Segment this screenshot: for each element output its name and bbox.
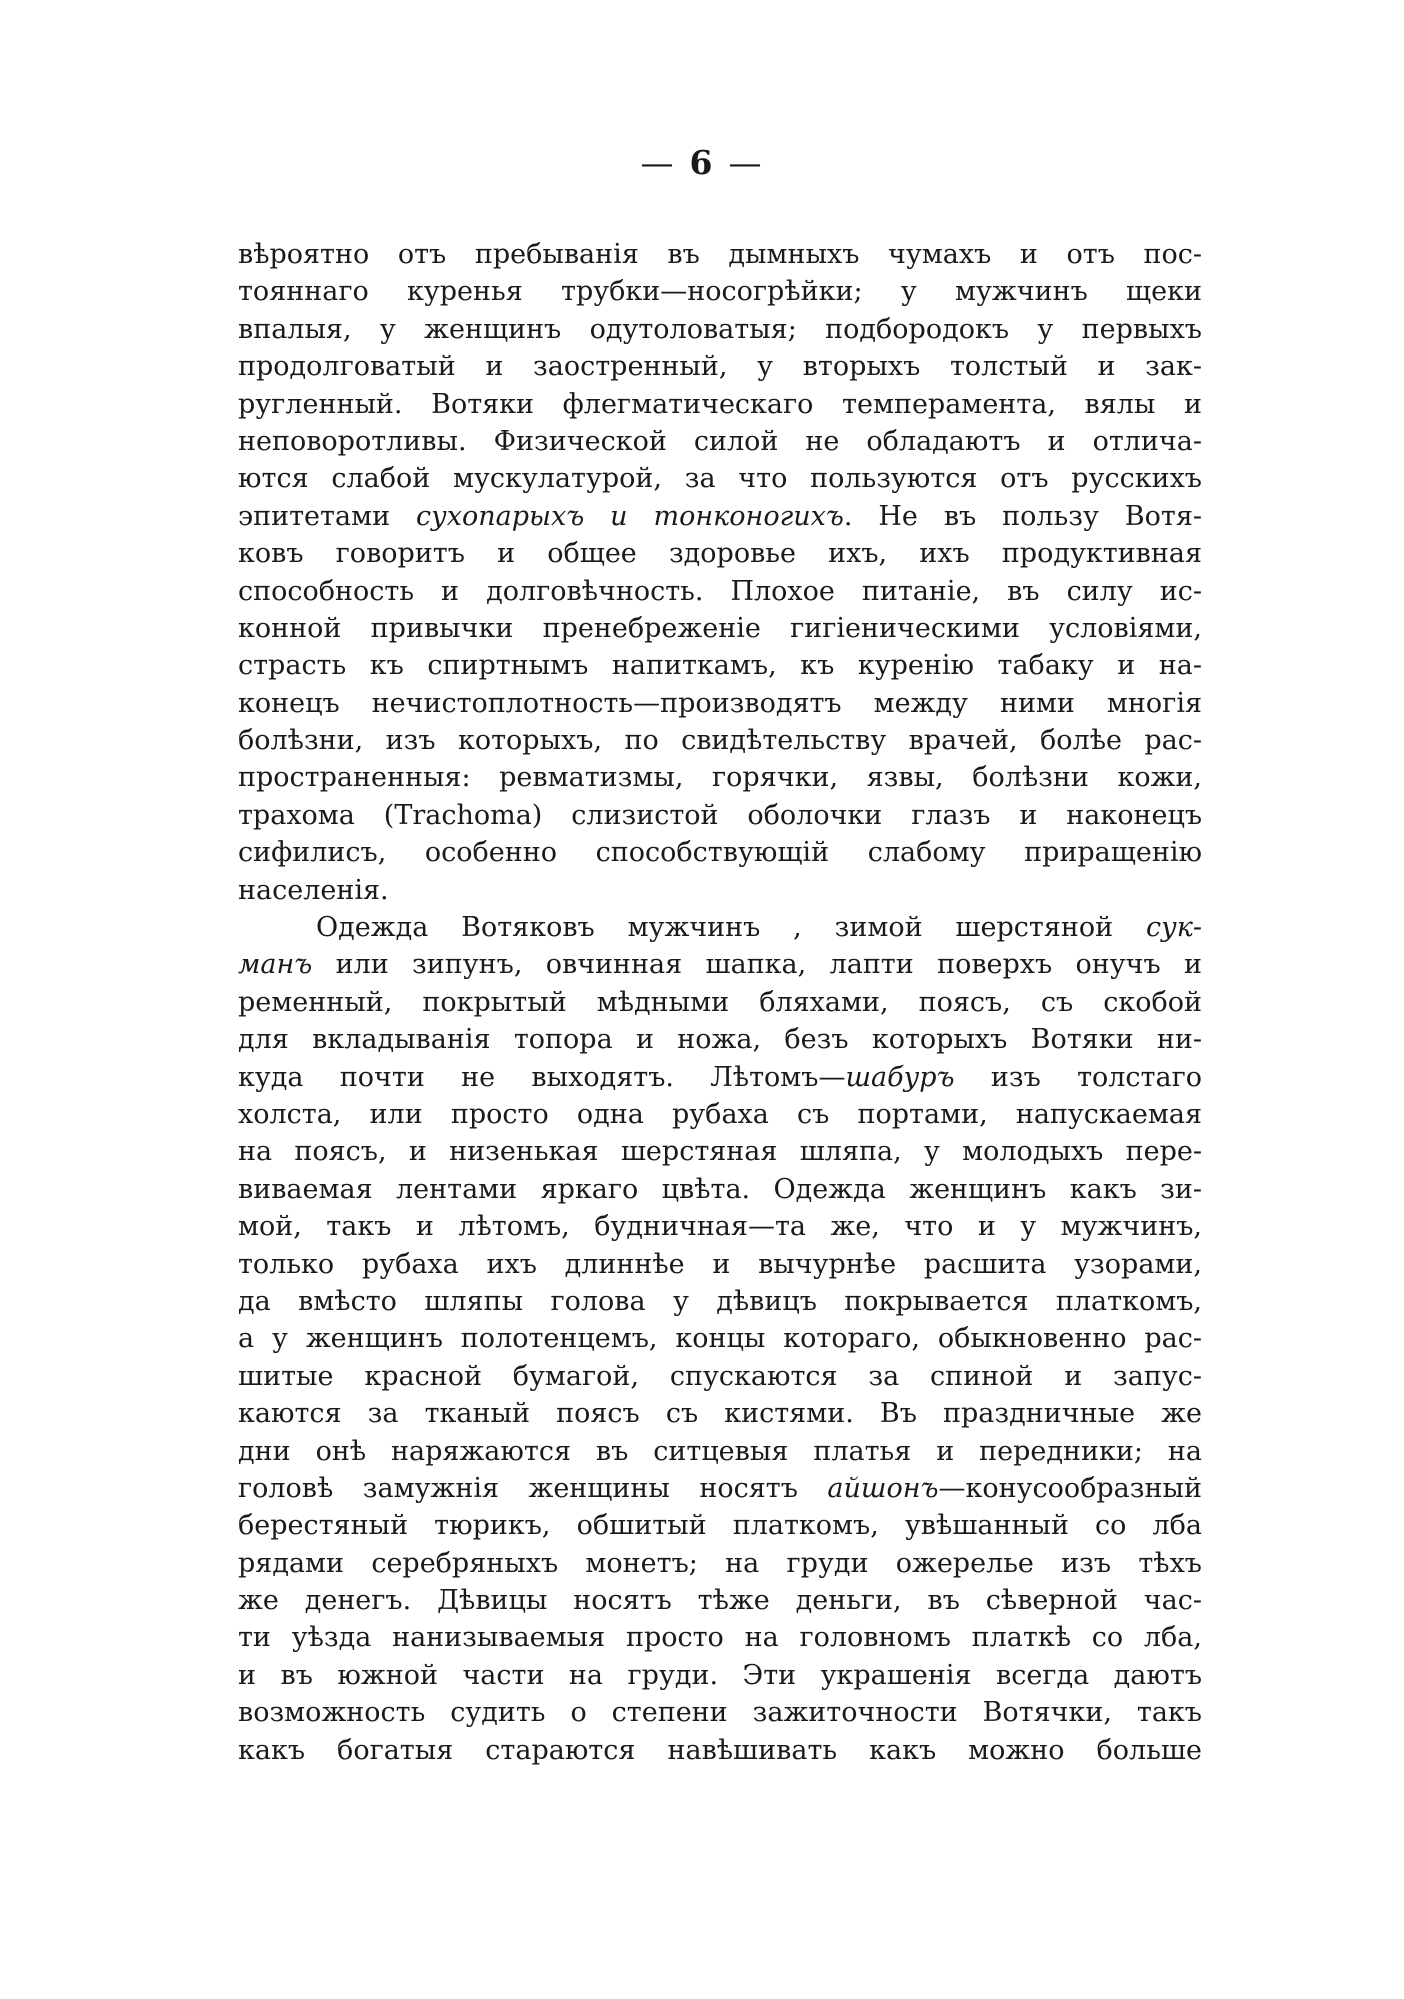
- italic-term: айшонъ: [827, 1472, 939, 1504]
- text-line: населенія.: [238, 874, 389, 906]
- page-number-value: 6: [689, 143, 715, 182]
- text-line: ти уѣзда нанизываемыя просто на головномъ платкѣ со лба,: [238, 1622, 1202, 1654]
- text-line: пространенныя: ревматизмы, горячки, язвы, болѣзни кожи,: [238, 762, 1202, 794]
- text-line: на поясъ, и низенькая шерстяная шляпа, у молодыхъ пере-: [238, 1136, 1202, 1168]
- text-line: возможность судить о степени зажиточности Вотячки, такъ: [238, 1697, 1202, 1729]
- text-line: а у женщинъ полотенцемъ, концы котораго, обыкновенно рас-: [238, 1323, 1202, 1355]
- italic-term: сухопарыхъ и тонконогихъ: [416, 500, 844, 532]
- text-line: холста, или просто одна рубаха съ портами, напускаемая: [238, 1098, 1202, 1130]
- text-line: ковъ говоритъ и общее здоровье ихъ, ихъ продуктивная: [238, 538, 1202, 570]
- text-line: вѣроятно отъ пребыванія въ дымныхъ чумахъ и отъ пос-: [238, 239, 1202, 270]
- text-line: ременный, покрытый мѣдными бляхами, поясъ, съ скобой: [238, 986, 1202, 1018]
- text-line: [238, 498, 1202, 535]
- text-line: способность и долговѣчность. Плохое питаніе, въ силу ис-: [238, 575, 1202, 607]
- text-line: рядами серебряныхъ монетъ; на груди ожерелье изъ тѣхъ: [238, 1547, 1202, 1579]
- text-line: мой, такъ и лѣтомъ, будничная—та же, что и у мужчинъ,: [238, 1211, 1202, 1243]
- text-line: тояннаго куренья трубки—носогрѣйки; у мужчинъ щеки: [238, 276, 1202, 308]
- text-line: неповоротливы. Физической силой не обладаютъ и отлича-: [238, 425, 1202, 457]
- text-line: берестяный тюрикъ, обшитый платкомъ, увѣшанный со лба: [238, 1510, 1202, 1542]
- text-line: только рубаха ихъ длиннѣе и вычурнѣе расшита узорами,: [238, 1248, 1202, 1280]
- text-line: и въ южной части на груди. Эти украшенія всегда даютъ: [238, 1659, 1202, 1691]
- text-line: болѣзни, изъ которыхъ, по свидѣтельству врачей, болѣе рас-: [238, 725, 1202, 757]
- text-line: трахома (Trachoma) слизистой оболочки глазъ и наконецъ: [238, 799, 1202, 831]
- text-line: сифилисъ, особенно способствующій слабому приращенію: [238, 837, 1202, 869]
- text-segment: . Не въ пользу Вотя-: [843, 500, 1202, 532]
- text-segment: —конусообразный: [938, 1472, 1202, 1504]
- text-line: страсть къ спиртнымъ напиткамъ, къ куренію табаку и на-: [238, 650, 1202, 682]
- text-segment: изъ толстаго: [954, 1061, 1202, 1093]
- text-line: для вкладыванія топора и ножа, безъ которыхъ Вотяки ни-: [238, 1024, 1202, 1056]
- text-line: каются за тканый поясъ съ кистями. Въ праздничные же: [238, 1398, 1202, 1430]
- text-segment: Одежда Вотяковъ мужчинъ , зимой шерстяной: [316, 912, 1146, 944]
- text-line: ругленный. Вотяки флегматическаго темперамента, вялы и: [238, 388, 1202, 420]
- italic-term: шабуръ: [845, 1061, 955, 1093]
- text-line: [238, 1470, 1202, 1507]
- italic-term: манъ: [238, 949, 313, 981]
- text-line: шитые красной бумагой, спускаются за спиной и запус-: [238, 1360, 1202, 1392]
- page-number-dash-left: —: [640, 143, 676, 182]
- page-number-dash-right: —: [728, 143, 764, 182]
- text-line: дни онѣ наряжаются въ ситцевыя платья и передники; на: [238, 1435, 1202, 1467]
- text-line: какъ богатыя стараются навѣшивать какъ можно больше: [238, 1734, 1202, 1766]
- text-line: [238, 946, 1202, 983]
- page-number: [0, 143, 1404, 183]
- text-line: [238, 1059, 1202, 1096]
- text-line: конной привычки пренебреженіе гигіеническими условіями,: [238, 612, 1202, 644]
- text-line: виваемая лентами яркаго цвѣта. Одежда женщинъ какъ зи-: [238, 1173, 1202, 1205]
- text-line: [238, 909, 1202, 946]
- text-line: впалыя, у женщинъ одутоловатыя; подбородокъ у первыхъ: [238, 313, 1202, 345]
- text-segment: куда почти не выходятъ. Лѣтомъ—: [238, 1061, 846, 1093]
- text-segment: или зипунъ, овчинная шапка, лапти поверхъ онучъ и: [312, 949, 1202, 981]
- text-line: конецъ нечистоплотность—производятъ между ними многія: [238, 687, 1202, 719]
- text-line: ются слабой мускулатурой, за что пользуются отъ русскихъ: [238, 463, 1202, 495]
- text-segment: эпитетами: [238, 500, 416, 532]
- text-segment: головѣ замужнія женщины носятъ: [238, 1472, 828, 1504]
- text-line: да вмѣсто шляпы голова у дѣвицъ покрывается платкомъ,: [238, 1285, 1202, 1317]
- italic-term: сук-: [1145, 912, 1202, 944]
- text-line: же денегъ. Дѣвицы носятъ тѣже деньги, въ сѣверной час-: [238, 1585, 1202, 1617]
- text-line: продолговатый и заостренный, у вторыхъ толстый и зак-: [238, 351, 1202, 383]
- body-text: [238, 236, 1202, 1769]
